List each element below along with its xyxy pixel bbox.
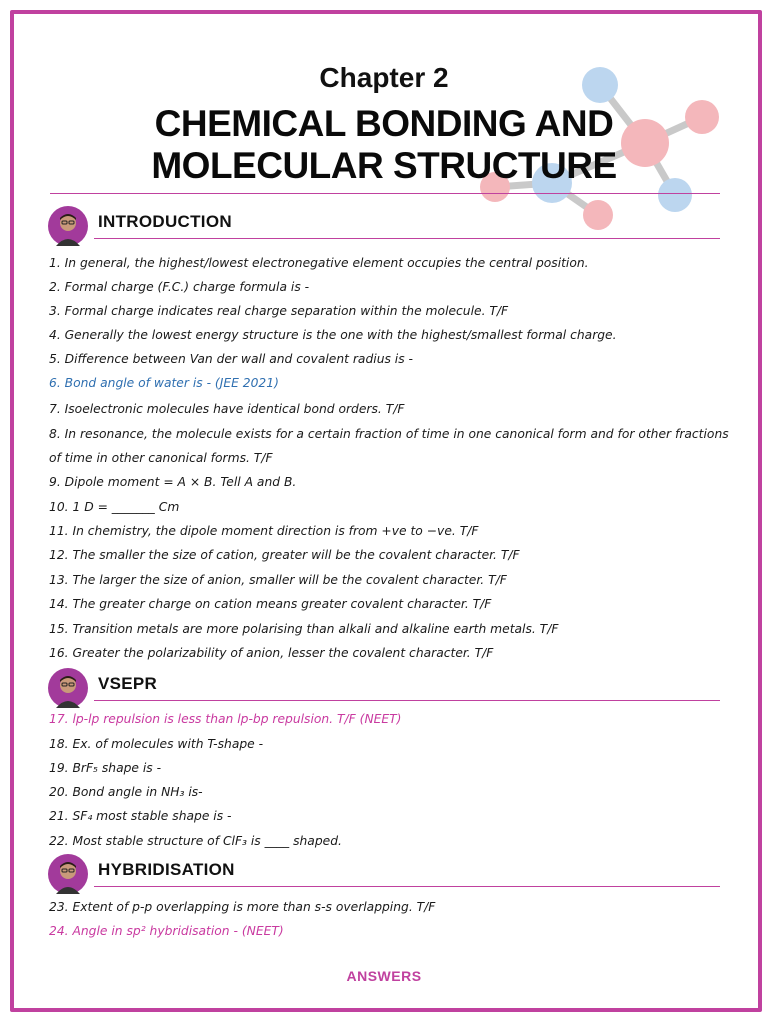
avatar-icon bbox=[48, 206, 88, 246]
question-3: 3. Formal charge indicates real charge separation within the molecule. T/F bbox=[49, 304, 509, 318]
question-18: 18. Ex. of molecules with T-shape - bbox=[49, 737, 264, 751]
question-12: 12. The smaller the size of cation, greater will be the covalent character. T/F bbox=[49, 548, 520, 562]
question-24: 24. Angle in sp² hybridisation - (NEET) bbox=[49, 924, 284, 938]
question-11: 11. In chemistry, the dipole moment direction is from +ve to −ve. T/F bbox=[49, 524, 479, 538]
question-13: 13. The larger the size of anion, smaller will be the covalent character. T/F bbox=[49, 573, 507, 587]
question-9: 9. Dipole moment = A × B. Tell A and B. bbox=[49, 475, 297, 489]
question-20: 20. Bond angle in NH₃ is- bbox=[49, 785, 203, 799]
question-15: 15. Transition metals are more polarising than alkali and alkaline earth metals. T/F bbox=[49, 622, 559, 636]
question-16: 16. Greater the polarizability of anion, lesser the covalent character. T/F bbox=[49, 646, 494, 660]
question-21: 21. SF₄ most stable shape is - bbox=[49, 809, 232, 823]
section-title: HYBRIDISATION bbox=[98, 860, 235, 879]
question-8: 8. In resonance, the molecule exists for a certain fraction of time in one canonical form and for other fractions bbox=[49, 427, 729, 441]
question-2: 2. Formal charge (F.C.) charge formula is - bbox=[49, 280, 310, 294]
title-line-2: MOLECULAR STRUCTURE bbox=[151, 145, 617, 186]
question-7: 7. Isoelectronic molecules have identical bond orders. T/F bbox=[49, 402, 405, 416]
question-4: 4. Generally the lowest energy structure is the one with the highest/smallest formal charge. bbox=[49, 328, 617, 342]
section-title: VSEPR bbox=[98, 674, 158, 693]
question-8-cont: of time in other canonical forms. T/F bbox=[49, 451, 273, 465]
chapter-label: Chapter 2 bbox=[319, 62, 449, 93]
title-divider bbox=[50, 193, 720, 194]
question-1: 1. In general, the highest/lowest electronegative element occupies the central position. bbox=[49, 256, 589, 270]
question-14: 14. The greater charge on cation means greater covalent character. T/F bbox=[49, 597, 492, 611]
section-title: INTRODUCTION bbox=[98, 212, 232, 231]
question-19: 19. BrF₅ shape is - bbox=[49, 761, 162, 775]
question-17: 17. lp-lp repulsion is less than lp-bp repulsion. T/F (NEET) bbox=[49, 712, 402, 726]
chapter-title bbox=[0, 103, 768, 187]
question-5: 5. Difference between Van der wall and covalent radius is - bbox=[49, 352, 413, 366]
avatar-icon bbox=[48, 668, 88, 708]
question-23: 23. Extent of p-p overlapping is more than s-s overlapping. T/F bbox=[49, 900, 436, 914]
question-22: 22. Most stable structure of ClF₃ is ____ shaped. bbox=[49, 834, 342, 848]
question-6: 6. Bond angle of water is - (JEE 2021) bbox=[49, 376, 279, 390]
answers-link[interactable]: ANSWERS bbox=[346, 968, 422, 984]
section-introduction bbox=[48, 206, 720, 246]
section-vsepr bbox=[48, 668, 720, 708]
question-10: 10. 1 D = _______ Cm bbox=[49, 500, 180, 514]
title-line-1: CHEMICAL BONDING AND bbox=[154, 103, 614, 144]
section-hybridisation bbox=[48, 854, 720, 894]
avatar-icon bbox=[48, 854, 88, 894]
section-underline bbox=[94, 700, 720, 701]
section-underline bbox=[94, 886, 720, 887]
section-underline bbox=[94, 238, 720, 239]
